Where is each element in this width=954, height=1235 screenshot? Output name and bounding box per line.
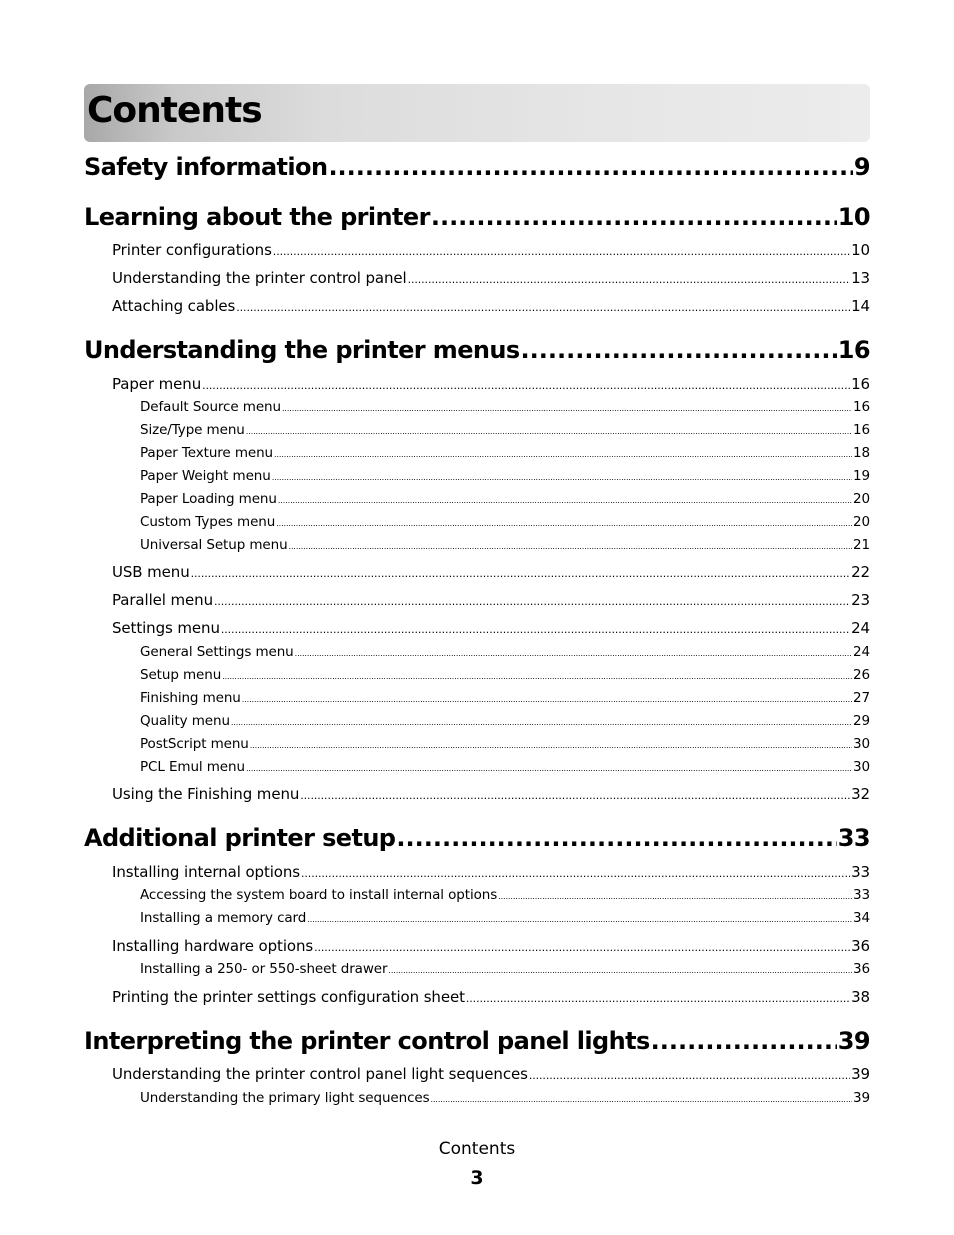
toc-entry-level-2[interactable] [112, 619, 870, 637]
toc-entry-title: Understanding the printer control panel light sequences [112, 1065, 528, 1083]
toc-entry-page: 36 [851, 937, 870, 955]
toc-entry-level-3[interactable] [140, 713, 870, 729]
toc-entry-page: 39 [837, 1027, 870, 1055]
toc-entry-title: Paper Loading menu [140, 491, 277, 507]
dot-leader [236, 301, 850, 314]
toc-entry-title: USB menu [112, 563, 190, 581]
footer-page-number: 3 [470, 1167, 484, 1189]
dot-leader [191, 567, 850, 580]
toc-entry-page: 33 [853, 887, 870, 903]
dot-leader [282, 404, 852, 413]
toc-entry-level-2[interactable] [112, 937, 870, 955]
toc-entry-title: Printer configurations [112, 241, 272, 259]
toc-entry-level-2[interactable] [112, 269, 870, 287]
dot-leader [521, 336, 837, 364]
toc-entry-title: Installing a memory card [140, 910, 307, 926]
toc-entry-page: 16 [853, 422, 870, 438]
dot-leader [250, 741, 852, 750]
dot-leader [214, 595, 850, 608]
dot-leader [388, 966, 852, 975]
dot-leader [246, 764, 852, 773]
toc-entry-title: PCL Emul menu [140, 759, 245, 775]
dot-leader [408, 273, 851, 286]
dot-leader [307, 915, 852, 924]
page-title: Contents [87, 90, 262, 131]
toc-entry-title: PostScript menu [140, 736, 249, 752]
toc-entry-level-3[interactable] [140, 961, 870, 977]
toc-entry-page: 26 [853, 667, 870, 683]
toc-entry-page: 32 [851, 785, 870, 803]
toc-entry-level-3[interactable] [140, 537, 870, 553]
toc-entry-page: 39 [853, 1090, 870, 1106]
toc-entry-title: General Settings menu [140, 644, 294, 660]
toc-entry-page: 16 [837, 336, 870, 364]
toc-entry-level-3[interactable] [140, 887, 870, 903]
toc-entry-title: Interpreting the printer control panel lights [84, 1027, 650, 1055]
dot-leader [431, 1095, 852, 1104]
dot-leader [301, 867, 850, 880]
dot-leader [273, 245, 850, 258]
toc-entry-page: 24 [853, 644, 870, 660]
toc-entry-page: 34 [853, 910, 870, 926]
toc-entry-title: Setup menu [140, 667, 222, 683]
dot-leader [246, 427, 852, 436]
toc-entry-page: 33 [837, 824, 870, 852]
toc-entry-title: Paper Weight menu [140, 468, 271, 484]
toc-entry-page: 22 [851, 563, 870, 581]
toc-entry-title: Learning about the printer [84, 203, 430, 231]
dot-leader [466, 992, 850, 1005]
toc-entry-page: 30 [853, 736, 870, 752]
toc-entry-page: 9 [853, 153, 870, 181]
toc-entry-title: Custom Types menu [140, 514, 276, 530]
toc-entry-level-3[interactable] [140, 644, 870, 660]
toc-entry-title: Using the Finishing menu [112, 785, 300, 803]
toc-entry-level-1[interactable] [84, 203, 870, 231]
toc-entry-page: 13 [851, 269, 870, 287]
toc-entry-level-3[interactable] [140, 468, 870, 484]
dot-leader [231, 718, 852, 727]
toc-entry-page: 19 [853, 468, 870, 484]
toc-entry-page: 20 [853, 491, 870, 507]
toc-entry-page: 36 [853, 961, 870, 977]
toc-entry-title: Settings menu [112, 619, 220, 637]
dot-leader [295, 649, 852, 658]
dot-leader [276, 519, 852, 528]
dot-leader [272, 473, 852, 482]
toc-entry-title: Paper menu [112, 375, 202, 393]
dot-leader [242, 695, 852, 704]
toc-entry-title: Size/Type menu [140, 422, 245, 438]
toc-entry-level-3[interactable] [140, 736, 870, 752]
toc-entry-page: 21 [853, 537, 870, 553]
toc-entry-level-3[interactable] [140, 1090, 870, 1106]
toc-entry-title: Finishing menu [140, 690, 241, 706]
dot-leader [498, 892, 852, 901]
toc-entry-level-1[interactable] [84, 153, 870, 181]
toc-entry-title: Universal Setup menu [140, 537, 288, 553]
toc-entry-page: 14 [851, 297, 870, 315]
toc-entry-level-3[interactable] [140, 491, 870, 507]
footer-section-label: Contents [438, 1139, 516, 1159]
toc-entry-level-2[interactable] [112, 785, 870, 803]
toc-entry-level-2[interactable] [112, 241, 870, 259]
toc-entry-title: Parallel menu [112, 591, 213, 609]
toc-entry-title: Printing the printer settings configuration sheet [112, 988, 465, 1006]
toc-entry-title: Attaching cables [112, 297, 236, 315]
toc-entry-title: Installing hardware options [112, 937, 314, 955]
toc-entry-page: 16 [851, 375, 870, 393]
toc-entry-level-2[interactable] [112, 375, 870, 393]
toc-entry-level-2[interactable] [112, 563, 870, 581]
toc-entry-title: Paper Texture menu [140, 445, 274, 461]
dot-leader [328, 153, 852, 181]
toc-entry-title: Understanding the printer menus [84, 336, 520, 364]
toc-entry-level-3[interactable] [140, 422, 870, 438]
toc-entry-page: 18 [853, 445, 870, 461]
toc-entry-level-3[interactable] [140, 445, 870, 461]
toc-entry-level-2[interactable] [112, 297, 870, 315]
toc-entry-page: 39 [851, 1065, 870, 1083]
toc-entry-page: 27 [853, 690, 870, 706]
toc-entry-title: Quality menu [140, 713, 230, 729]
toc-entry-level-2[interactable] [112, 1065, 870, 1083]
toc-entry-page: 20 [853, 514, 870, 530]
toc-entry-level-1[interactable] [84, 824, 870, 852]
toc-entry-title: Default Source menu [140, 399, 281, 415]
toc-entry-title: Safety information [84, 153, 328, 181]
dot-leader [529, 1069, 850, 1082]
toc-entry-level-1[interactable] [84, 336, 870, 364]
toc-entry-page: 10 [837, 203, 870, 231]
toc-entry-page: 23 [851, 591, 870, 609]
dot-leader [289, 542, 852, 551]
toc-entry-level-3[interactable] [140, 910, 870, 926]
toc-entry-level-3[interactable] [140, 667, 870, 683]
dot-leader [202, 379, 850, 392]
toc-entry-title: Installing a 250- or 550-sheet drawer [140, 961, 388, 977]
toc-entry-title: Installing internal options [112, 863, 300, 881]
toc-entry-level-3[interactable] [140, 514, 870, 530]
dot-leader [221, 623, 850, 636]
dot-leader [274, 450, 852, 459]
toc-entry-level-3[interactable] [140, 399, 870, 415]
toc-entry-page: 10 [851, 241, 870, 259]
toc-entry-title: Understanding the primary light sequences [140, 1090, 430, 1106]
toc-entry-level-3[interactable] [140, 690, 870, 706]
toc-entry-page: 29 [853, 713, 870, 729]
contents-banner [84, 84, 870, 142]
toc-entry-level-2[interactable] [112, 591, 870, 609]
toc-entry-title: Additional printer setup [84, 824, 396, 852]
dot-leader [314, 941, 850, 954]
dot-leader [222, 672, 852, 681]
toc-entry-level-3[interactable] [140, 759, 870, 775]
dot-leader [300, 789, 850, 802]
toc-entry-page: 30 [853, 759, 870, 775]
toc-entry-page: 24 [851, 619, 870, 637]
toc-entry-page: 38 [851, 988, 870, 1006]
toc-entry-title: Understanding the printer control panel [112, 269, 407, 287]
toc-entry-level-2[interactable] [112, 863, 870, 881]
toc-entry-title: Accessing the system board to install internal options [140, 887, 498, 903]
dot-leader [651, 1027, 837, 1055]
toc-entry-level-1[interactable] [84, 1027, 870, 1055]
toc-entry-page: 33 [851, 863, 870, 881]
toc-entry-level-2[interactable] [112, 988, 870, 1006]
dot-leader [431, 203, 837, 231]
toc-entry-page: 16 [853, 399, 870, 415]
dot-leader [278, 496, 852, 505]
dot-leader [396, 824, 836, 852]
